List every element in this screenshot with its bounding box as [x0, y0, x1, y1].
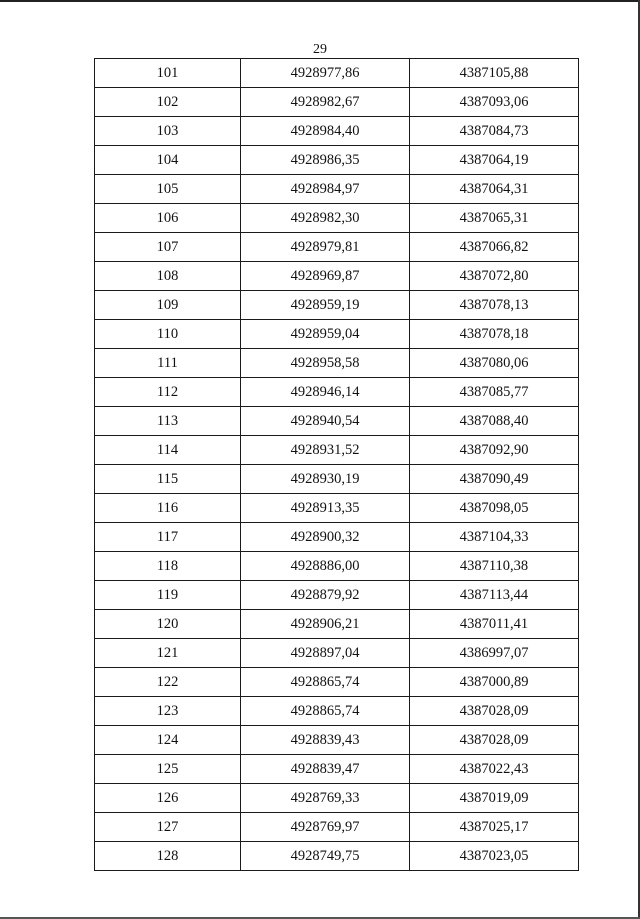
- point-number-cell: 101: [95, 59, 241, 88]
- y-coordinate-cell: 4387090,49: [410, 465, 579, 494]
- y-coordinate-cell: 4387105,88: [410, 59, 579, 88]
- x-coordinate-cell: 4928769,97: [241, 813, 410, 842]
- y-coordinate-cell: 4387113,44: [410, 581, 579, 610]
- point-number-cell: 108: [95, 262, 241, 291]
- point-number-cell: 107: [95, 233, 241, 262]
- y-coordinate-cell: 4387093,06: [410, 88, 579, 117]
- table-row: [95, 842, 579, 871]
- x-coordinate-cell: 4928913,35: [241, 494, 410, 523]
- y-coordinate-cell: 4387000,89: [410, 668, 579, 697]
- x-coordinate-cell: 4928958,58: [241, 349, 410, 378]
- table-row: [95, 175, 579, 204]
- x-coordinate-cell: 4928959,04: [241, 320, 410, 349]
- x-coordinate-cell: 4928946,14: [241, 378, 410, 407]
- page-number: 29: [313, 42, 327, 57]
- table-row: [95, 523, 579, 552]
- point-number-cell: 105: [95, 175, 241, 204]
- y-coordinate-cell: 4387072,80: [410, 262, 579, 291]
- y-coordinate-cell: 4387098,05: [410, 494, 579, 523]
- y-coordinate-cell: 4387025,17: [410, 813, 579, 842]
- y-coordinate-cell: 4387084,73: [410, 117, 579, 146]
- x-coordinate-cell: 4928984,97: [241, 175, 410, 204]
- page-edge-top: [0, 0, 640, 2]
- point-number-cell: 114: [95, 436, 241, 465]
- y-coordinate-cell: 4386997,07: [410, 639, 579, 668]
- x-coordinate-cell: 4928986,35: [241, 146, 410, 175]
- point-number-cell: 119: [95, 581, 241, 610]
- table-row: [95, 552, 579, 581]
- table-row: [95, 697, 579, 726]
- point-number-cell: 123: [95, 697, 241, 726]
- x-coordinate-cell: 4928930,19: [241, 465, 410, 494]
- x-coordinate-cell: 4928879,92: [241, 581, 410, 610]
- table-row: [95, 233, 579, 262]
- coordinates-table: [94, 58, 579, 871]
- y-coordinate-cell: 4387028,09: [410, 697, 579, 726]
- table-row: [95, 668, 579, 697]
- y-coordinate-cell: 4387011,41: [410, 610, 579, 639]
- point-number-cell: 125: [95, 755, 241, 784]
- y-coordinate-cell: 4387088,40: [410, 407, 579, 436]
- point-number-cell: 126: [95, 784, 241, 813]
- point-number-cell: 118: [95, 552, 241, 581]
- x-coordinate-cell: 4928839,47: [241, 755, 410, 784]
- x-coordinate-cell: 4928865,74: [241, 697, 410, 726]
- y-coordinate-cell: 4387023,05: [410, 842, 579, 871]
- y-coordinate-cell: 4387064,19: [410, 146, 579, 175]
- x-coordinate-cell: 4928982,30: [241, 204, 410, 233]
- x-coordinate-cell: 4928982,67: [241, 88, 410, 117]
- point-number-cell: 121: [95, 639, 241, 668]
- x-coordinate-cell: 4928959,19: [241, 291, 410, 320]
- x-coordinate-cell: 4928886,00: [241, 552, 410, 581]
- point-number-cell: 102: [95, 88, 241, 117]
- table-row: [95, 610, 579, 639]
- x-coordinate-cell: 4928984,40: [241, 117, 410, 146]
- point-number-cell: 113: [95, 407, 241, 436]
- y-coordinate-cell: 4387022,43: [410, 755, 579, 784]
- table-row: [95, 88, 579, 117]
- x-coordinate-cell: 4928979,81: [241, 233, 410, 262]
- point-number-cell: 103: [95, 117, 241, 146]
- point-number-cell: 122: [95, 668, 241, 697]
- x-coordinate-cell: 4928897,04: [241, 639, 410, 668]
- table-row: [95, 349, 579, 378]
- point-number-cell: 110: [95, 320, 241, 349]
- point-number-cell: 117: [95, 523, 241, 552]
- table-row: [95, 465, 579, 494]
- x-coordinate-cell: 4928969,87: [241, 262, 410, 291]
- table-row: [95, 581, 579, 610]
- table-row: [95, 784, 579, 813]
- table-row: [95, 320, 579, 349]
- table-row: [95, 204, 579, 233]
- y-coordinate-cell: 4387028,09: [410, 726, 579, 755]
- y-coordinate-cell: 4387019,09: [410, 784, 579, 813]
- table-row: [95, 59, 579, 88]
- table-row: [95, 407, 579, 436]
- table-row: [95, 436, 579, 465]
- point-number-cell: 115: [95, 465, 241, 494]
- y-coordinate-cell: 4387066,82: [410, 233, 579, 262]
- table-row: [95, 146, 579, 175]
- y-coordinate-cell: 4387092,90: [410, 436, 579, 465]
- point-number-cell: 128: [95, 842, 241, 871]
- y-coordinate-cell: 4387065,31: [410, 204, 579, 233]
- table-row: [95, 378, 579, 407]
- point-number-cell: 127: [95, 813, 241, 842]
- y-coordinate-cell: 4387110,38: [410, 552, 579, 581]
- y-coordinate-cell: 4387080,06: [410, 349, 579, 378]
- point-number-cell: 104: [95, 146, 241, 175]
- y-coordinate-cell: 4387078,13: [410, 291, 579, 320]
- point-number-cell: 111: [95, 349, 241, 378]
- x-coordinate-cell: 4928749,75: [241, 842, 410, 871]
- table-row: [95, 639, 579, 668]
- x-coordinate-cell: 4928900,32: [241, 523, 410, 552]
- x-coordinate-cell: 4928865,74: [241, 668, 410, 697]
- coordinates-table-body: [95, 59, 579, 871]
- table-row: [95, 291, 579, 320]
- point-number-cell: 124: [95, 726, 241, 755]
- x-coordinate-cell: 4928906,21: [241, 610, 410, 639]
- point-number-cell: 109: [95, 291, 241, 320]
- table-row: [95, 813, 579, 842]
- y-coordinate-cell: 4387104,33: [410, 523, 579, 552]
- table-row: [95, 117, 579, 146]
- point-number-cell: 112: [95, 378, 241, 407]
- y-coordinate-cell: 4387078,18: [410, 320, 579, 349]
- point-number-cell: 106: [95, 204, 241, 233]
- x-coordinate-cell: 4928769,33: [241, 784, 410, 813]
- table-row: [95, 494, 579, 523]
- table-row: [95, 755, 579, 784]
- y-coordinate-cell: 4387064,31: [410, 175, 579, 204]
- table-row: [95, 726, 579, 755]
- x-coordinate-cell: 4928931,52: [241, 436, 410, 465]
- y-coordinate-cell: 4387085,77: [410, 378, 579, 407]
- x-coordinate-cell: 4928940,54: [241, 407, 410, 436]
- x-coordinate-cell: 4928839,43: [241, 726, 410, 755]
- table-row: [95, 262, 579, 291]
- x-coordinate-cell: 4928977,86: [241, 59, 410, 88]
- point-number-cell: 116: [95, 494, 241, 523]
- point-number-cell: 120: [95, 610, 241, 639]
